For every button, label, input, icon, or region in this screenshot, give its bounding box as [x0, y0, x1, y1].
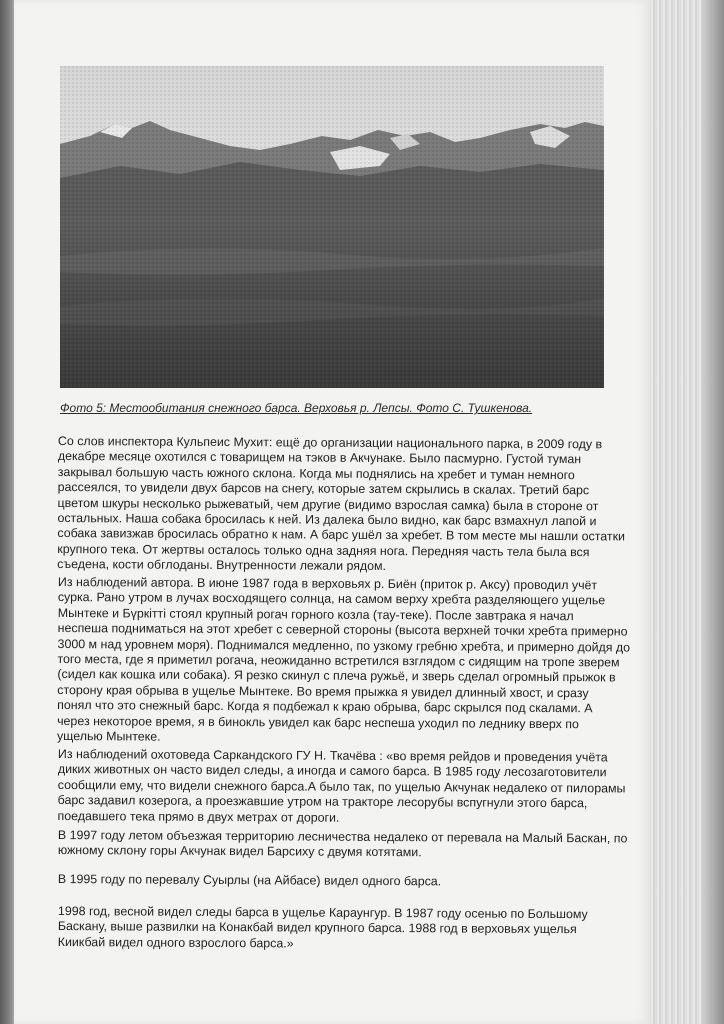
- paragraph-tkachev-account: [58, 747, 624, 827]
- text-line: сторону края обрыва в ущелье Мынтеке. Во время прыжка я увидел длинный хвост, и сразу: [57, 682, 589, 701]
- paragraph-inspector-account: [57, 434, 624, 576]
- text-line: декабре месяце охотился с товарищем на тэков в Акчунаке. Было пасмурно. Густой туман: [57, 449, 582, 467]
- text-line: закрывал большую часть южного склона. Когда мы поднялись на хребет и туман немного: [57, 464, 575, 482]
- photo-caption: Фото 5: Местообитания снежного барса. Верховья р. Лепсы. Фото С. Тушкенова.: [60, 401, 533, 415]
- text-line: неспеша подниматься на этот хребет с северной стороны (высота верхней точки хребта примерно: [57, 621, 628, 639]
- text-line: барс задавил козерога, а проезжавшие утром на тракторе лесорубы вспугнули этого барса,: [57, 793, 588, 811]
- page-edges: [650, 0, 724, 1024]
- text-line: диких животных он часто видел следы, а иногда и самого барса. В 1985 году лесозаготовители: [57, 762, 607, 780]
- text-line: сообщили ему, что видели снежного барса.А было так, по ущелью Акчунак недалеко от пилорамы: [57, 777, 626, 796]
- text-line: Баскану, выше развилки на Конакбай видел крупного барса. 1988 год в верховьях ущелья: [57, 919, 577, 937]
- text-line: через некоторое время, я в бинокль увидел как барс неспеша уходил по леднику вверх по: [57, 713, 579, 731]
- paragraph-1998: [58, 904, 624, 954]
- paragraph-author-observation: [56, 575, 631, 748]
- text-line: Из наблюдений автора. В июне 1987 года в верховьях р. Биён (приток р. Аксу) проводил учёт: [57, 575, 598, 593]
- paragraph-1997: [57, 828, 628, 862]
- text-line: остальных. Наша собака бросилась к ней. Из далека было видно, как барс взмахнул лапой и: [57, 511, 597, 529]
- text-line: (сидел как кошка или собака). Я резко скинул с плеча ружьё, и зверь сделал огромный прыжок в: [57, 667, 616, 685]
- text-line: южному склону горы Акчунак видел Барсиху с двумя котятами.: [57, 843, 422, 860]
- text-line: того места, где я приметил рогача, неожиданно встретился взглядом с сидящим на тропе зверем: [57, 652, 620, 670]
- text-line: В 1997 году летом объезжая территорию лесничества недалеко от перевала на Малый Баскан, по: [57, 828, 628, 846]
- text-line: крупного тека. От жертвы осталось только одна задняя нога. Передняя часть тела была вся: [57, 541, 590, 560]
- text-line: ущелью Мынтеке.: [56, 729, 161, 744]
- text-line: поедавшего тека прямо в двух метрах от дороги.: [57, 808, 340, 825]
- mountain-landscape-photo: [60, 66, 604, 388]
- text-line: Из наблюдений охотоведа Саркандского ГУ Н. Ткачёва : «во время рейдов и проведения учёта: [57, 747, 608, 765]
- text-line: съедена, кости обглоданы. Внутренности лежали рядом.: [57, 557, 387, 574]
- text-line: собака завизжав бросилась обратно к нам. А барс ушёл за хребет. В том месте мы нашли остатки: [57, 526, 625, 544]
- text-line: Киикбай видел одного взрослого барса.»: [57, 934, 294, 951]
- text-line: рассеялся, то увидели двух барсов на снегу, которые затем скрылись в скалах. Третий барс: [57, 480, 590, 498]
- text-line: Мынтеке и Бүркітті стоял крупный рогач горного козла (тау-теке). После завтрака я начал: [57, 605, 574, 623]
- text-line: цветом шкуры несколько рыжеватый, чем другие (видимо взрослая самка) была в стороне от: [57, 495, 599, 513]
- text-line: Со слов инспектора Кульпеис Мухит: ещё до организации национального парка, в 2009 году в: [57, 434, 603, 452]
- text-line: 3000 м над уровнем моря). Поднимался медленно, по узкому гребню хребта, и примерно дойдя до: [57, 636, 631, 655]
- text-line: В 1995 году по перевалу Суырлы (на Айбасе) видел одного барса.: [57, 872, 442, 889]
- text-line: сурка. Рано утром в лучах восходящего солнца, на самом верху хребта разделяющего ущелье: [57, 590, 606, 608]
- text-line: понял что это снежный барс. Когда я подбежал к краю обрыва, барс скрылся под скалами. А: [57, 698, 593, 716]
- text-line: 1998 год, весной видел следы барса в ущелье Караунгур. В 1987 году осенью по Большому: [57, 904, 588, 922]
